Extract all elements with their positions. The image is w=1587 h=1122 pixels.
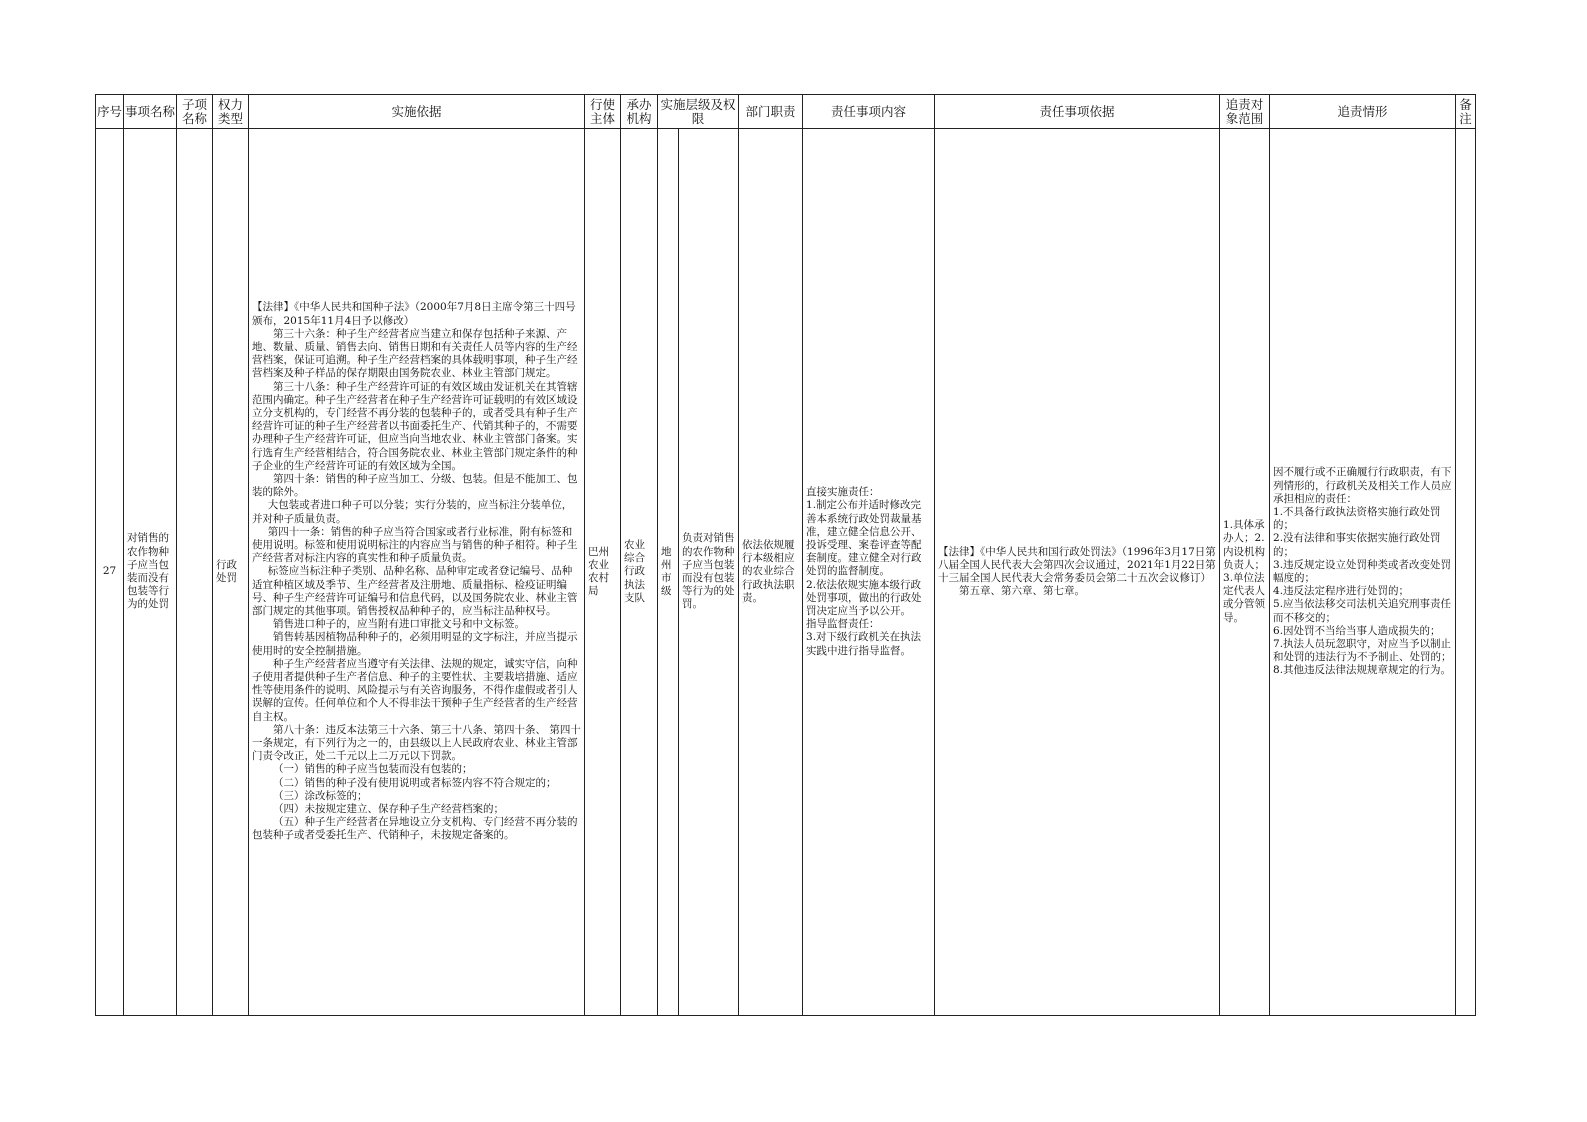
cell-basis xyxy=(249,129,585,1016)
cell-sub-item xyxy=(177,129,213,1016)
basis-item-1: （一）销售的种子应当包装而没有包装的； xyxy=(273,763,473,776)
basis-article-36: 第三十六条：种子生产经营者应当建立和保存包括种子来源、产地、数量、质量、销售去向、销售日期和有关责任人员等内容的生产经营档案，保证可追溯。种子生产经营档案的具体载明事项，种子生产经营档案及种子样品的保存期限由国务院农业、林业主管部门规定。 xyxy=(252,327,578,380)
resp-heading-direct: 直接实施责任： xyxy=(806,486,880,499)
header-resp-content: 责任事项内容 xyxy=(803,95,935,129)
situation-item-4: 4.违反法定程序进行处罚的； xyxy=(1273,585,1410,598)
responsibility-table xyxy=(95,94,1476,1016)
resp-basis-chapters: 第五章、第六章、第七章。 xyxy=(959,585,1086,598)
situation-item-1: 1.不具备行政执法资格实施行政处罚的； xyxy=(1273,505,1441,532)
resp-item-2: 2.依法依规实施本级行政处罚事项，做出的行政处罚决定应当予以公开。 xyxy=(806,578,922,617)
basis-article-41: 第四十一条：销售的种子应当符合国家或者行业标准，附有标签和使用说明。标签和使用说明标注的内容应当与销售的种子相符。种子生产经营者对标注内容的真实性和种子质量负责。 xyxy=(252,525,578,565)
situation-item-3: 3.违反规定设立处罚种类或者改变处罚幅度的； xyxy=(1273,558,1452,584)
header-subject: 行使主体 xyxy=(585,95,621,129)
situation-item-7: 7.执法人员玩忽职守，对应当予以制止和处罚的违法行为不予制止、处罚的； xyxy=(1273,638,1452,664)
header-level: 实施层级及权限 xyxy=(658,95,739,129)
header-resp-basis: 责任事项依据 xyxy=(935,95,1220,129)
basis-article-40-para: 大包装或者进口种子可以分装；实行分装的，应当标注分装单位，并对种子质量负责。 xyxy=(252,499,573,525)
cell-situations xyxy=(1270,129,1456,1016)
header-sub-item: 子项名称 xyxy=(177,95,213,129)
situation-item-5: 5.应当依法移交司法机关追究刑事责任而不移交的； xyxy=(1273,598,1452,624)
resp-heading-guidance: 指导监督责任： xyxy=(806,618,880,631)
cell-resp-basis xyxy=(935,129,1220,1016)
cell-power-type: 行政处罚 xyxy=(213,129,249,1016)
basis-article-41-gmo: 销售转基因植物品种种子的，必须用明显的文字标注，并应当提示使用时的安全控制措施。 xyxy=(252,631,578,657)
cell-level-tier: 地州市级 xyxy=(658,129,679,1016)
basis-item-4: （四）未按规定建立、保存种子生产经营档案的； xyxy=(273,803,504,816)
resp-item-3: 3.对下级行政机关在执法实践中进行指导监督。 xyxy=(806,631,922,657)
basis-article-41-duty: 种子生产经营者应当遵守有关法律、法规的规定，诚实守信，向种子使用者提供种子生产者信息、种子的主要性状、主要栽培措施、适应性等使用条件的说明、风险提示与有关咨询服务，不得作虚假或者引人误解的宣传。任何单位和个人不得非法干预种子生产经营者的生产经营自主权。 xyxy=(252,657,578,723)
cell-level-scope: 负责对销售的农作物种子应当包装而没有包装等行为的处罚。 xyxy=(679,129,739,1016)
header-power-type: 权力类型 xyxy=(213,95,249,129)
basis-article-38: 第三十八条：种子生产经营许可证的有效区域由发证机关在其管辖范围内确定。种子生产经营者在种子生产经营许可证载明的有效区域设立分支机构的，专门经营不再分装的包装种子的，或者受具有种子生产经营许可证的种子生产经营者以书面委托生产、代销其种子的，不需要办理种子生产经营许可证，但应当向当地农业、林业主管部门备案。实行选育生产经营相结合，符合国务院农业、林业主管部门规定条件的种子企业的生产经营许可证的有效区域为全国。 xyxy=(252,380,578,472)
cell-seq: 27 xyxy=(96,129,124,1016)
basis-article-40: 第四十条：销售的种子应当加工、分级、包装。但是不能加工、包装的除外。 xyxy=(252,472,578,499)
situation-item-6: 6.因处罚不当给当事人造成损失的； xyxy=(1273,624,1441,637)
situation-item-2: 2.没有法律和事实依据实施行政处罚的； xyxy=(1273,532,1441,558)
basis-article-41-import: 销售进口种子的，应当附有进口审批文号和中文标签。 xyxy=(273,618,525,631)
header-row xyxy=(96,95,1476,129)
header-basis: 实施依据 xyxy=(249,95,585,129)
situation-item-8: 8.其他违反法律法规规章规定的行为。 xyxy=(1273,664,1452,677)
resp-item-1: 1.制定公布并适时修改完善本系统行政处罚裁量基准，建立健全信息公开、投诉受理、案卷评查等配套制度。建立健全对行政处罚的监督制度。 xyxy=(806,499,922,578)
resp-basis-law: 【法律】《中华人民共和国行政处罚法》（1996年3月17日第八届全国人民代表大会第四次会议通过，2021年1月22日第十三届全国人民代表大会常务委员会第二十五次会议修订） xyxy=(938,545,1216,584)
header-scope: 追责对象范围 xyxy=(1220,95,1270,129)
header-item-name: 事项名称 xyxy=(124,95,177,129)
situations-intro: 因不履行或不正确履行行政职责，有下列情形的，行政机关及相关工作人员应承担相应的责任： xyxy=(1273,466,1452,505)
cell-agency: 农业综合行政执法支队 xyxy=(621,129,658,1016)
cell-duty: 依法依规履行本级相应的农业综合行政执法职责。 xyxy=(739,129,803,1016)
cell-scope: 1.具体承办人；2.内设机构负责人；3.单位法定代表人或分管领导。 xyxy=(1220,129,1270,1016)
header-situations: 追责情形 xyxy=(1270,95,1456,129)
basis-law-title: 【法律】《中华人民共和国种子法》（2000年7月8日主席令第三十四号颁布，2015年11月4日予以修改） xyxy=(252,301,576,327)
header-seq: 序号 xyxy=(96,95,124,129)
cell-remarks xyxy=(1456,129,1476,1016)
header-remarks: 备注 xyxy=(1456,95,1476,129)
table-row xyxy=(96,129,1476,1016)
header-agency: 承办机构 xyxy=(621,95,658,129)
cell-resp-content xyxy=(803,129,935,1016)
header-duty: 部门职责 xyxy=(739,95,803,129)
basis-article-80: 第八十条：违反本法第三十六条、第三十八条、第四十条、 第四十一条规定，有下列行为之一的，由县级以上人民政府农业、林业主管部门责令改正，处二千元以上二万元以下罚款。 xyxy=(252,723,581,763)
basis-article-41-label: 标签应当标注种子类别、品种名称、品种审定或者登记编号、品种适宜种植区域及季节、生产经营者及注册地、质量指标、检疫证明编号、种子生产经营许可证编号和信息代码，以及国务院农业、林业主管部门规定的其他事项。销售授权品种种子的，应当标注品种权号。 xyxy=(252,565,578,617)
basis-item-3: （三）涂改标签的； xyxy=(273,789,368,802)
cell-subject: 巴州农业农村局 xyxy=(585,129,621,1016)
cell-item-name: 对销售的农作物种子应当包装而没有包装等行为的处罚 xyxy=(124,129,177,1016)
basis-item-5: （五）种子生产经营者在异地设立分支机构、专门经营不再分装的包装种子或者受委托生产、代销种子，未按规定备案的。 xyxy=(252,816,578,842)
basis-item-2: （二）销售的种子没有使用说明或者标签内容不符合规定的； xyxy=(273,776,557,789)
